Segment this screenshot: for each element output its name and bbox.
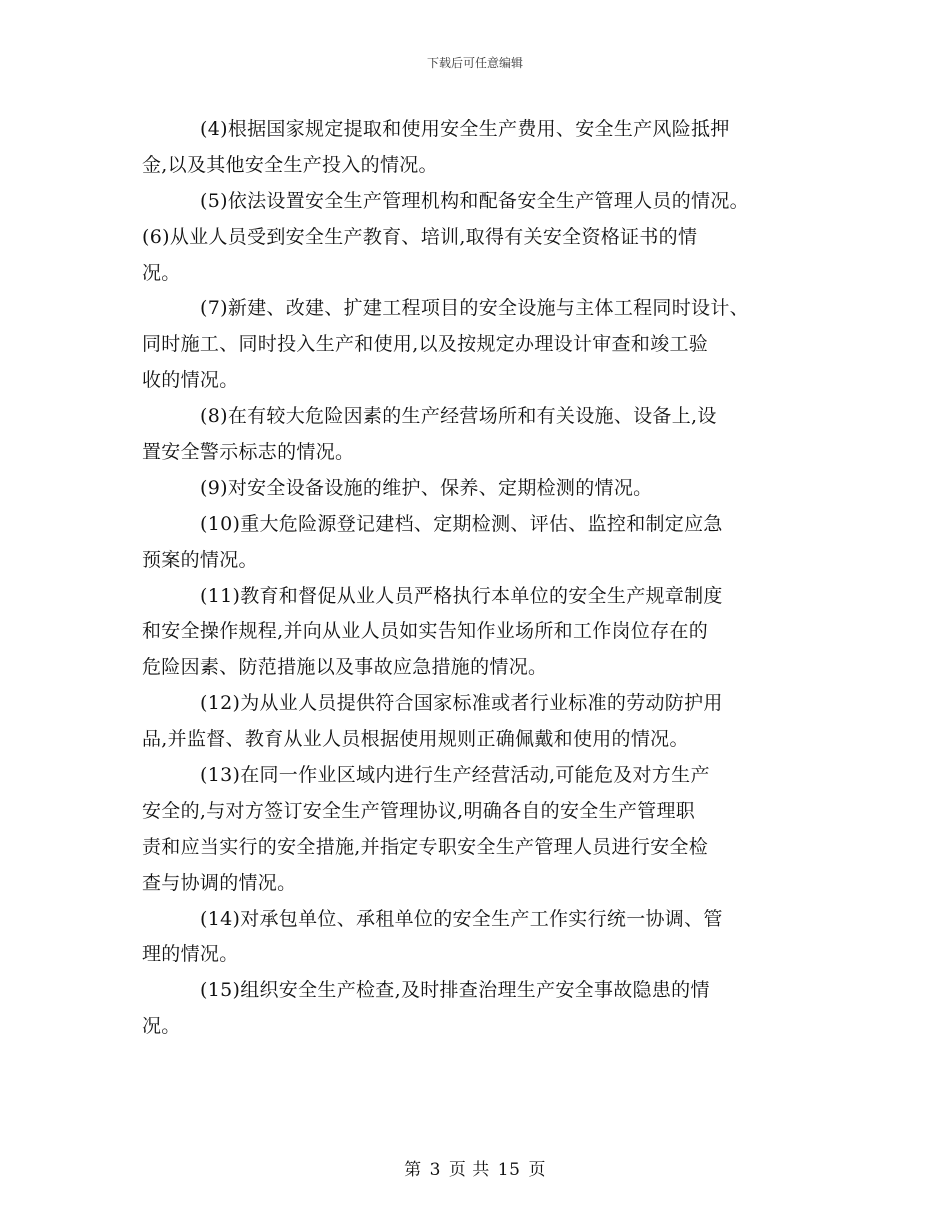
text-line: 品,并监督、教育从业人员根据使用规则正确佩戴和使用的情况。 (142, 728, 689, 751)
footer-current-page: 3 (429, 1160, 441, 1180)
text-line: 预案的情况。 (142, 548, 258, 571)
text-line: (10)重大危险源登记建档、定期检测、评估、监控和制定应急 (200, 512, 723, 535)
text-line: 金,以及其他安全生产投入的情况。 (142, 153, 438, 176)
text-line: (6)从业人员受到安全生产教育、培训,取得有关安全资格证书的情 (142, 225, 698, 248)
text-line: 理的情况。 (142, 943, 239, 966)
text-line: (8)在有较大危险因素的生产经营场所和有关设施、设备上,设 (200, 405, 717, 428)
text-line: 查与协调的情况。 (142, 871, 297, 894)
text-line: (4)根据国家规定提取和使用安全生产费用、安全生产风险抵押 (200, 118, 730, 140)
text-line: (11)教育和督促从业人员严格执行本单位的安全生产规章制度 (200, 584, 723, 607)
text-line: 同时施工、同时投入生产和使用,以及按规定办理设计审查和竣工验 (142, 333, 709, 356)
text-line: 况。 (142, 1015, 181, 1038)
page-header: 下载后可任意编辑 (426, 56, 523, 70)
text-line: 收的情况。 (142, 369, 239, 392)
text-line: (7)新建、改建、扩建工程项目的安全设施与主体工程同时设计、 (200, 297, 749, 320)
footer-total-pages: 15 (497, 1160, 521, 1180)
footer-prefix: 第 (404, 1160, 422, 1180)
text-line: 和安全操作规程,并向从业人员如实告知作业场所和工作岗位存在的 (142, 620, 709, 643)
text-line: 置安全警示标志的情况。 (142, 441, 355, 464)
footer-middle: 页 共 (448, 1160, 490, 1180)
text-line: (12)为从业人员提供符合国家标准或者行业标准的劳动防护用 (200, 692, 723, 715)
text-line: (13)在同一作业区域内进行生产经营活动,可能危及对方生产 (200, 764, 710, 787)
text-line: 责和应当实行的安全措施,并指定专职安全生产管理人员进行安全检 (142, 835, 709, 858)
text-line: 况。 (142, 261, 181, 284)
footer-suffix: 页 (528, 1160, 546, 1180)
text-line: 安全的,与对方签订安全生产管理协议,明确各自的安全生产管理职 (142, 799, 696, 822)
text-line: (5)依法设置安全生产管理机构和配备安全生产管理人员的情况。 (200, 189, 749, 212)
text-line: (15)组织安全生产检查,及时排查治理生产安全事故隐患的情 (200, 979, 710, 1002)
text-line: 危险因素、防范措施以及事故应急措施的情况。 (142, 656, 548, 679)
text-line: (14)对承包单位、承租单位的安全生产工作实行统一协调、管 (200, 907, 723, 930)
page-number-footer (0, 1155, 950, 1180)
text-line: (9)对安全设备设施的维护、保养、定期检测的情况。 (200, 476, 653, 499)
document-body (142, 112, 827, 1045)
